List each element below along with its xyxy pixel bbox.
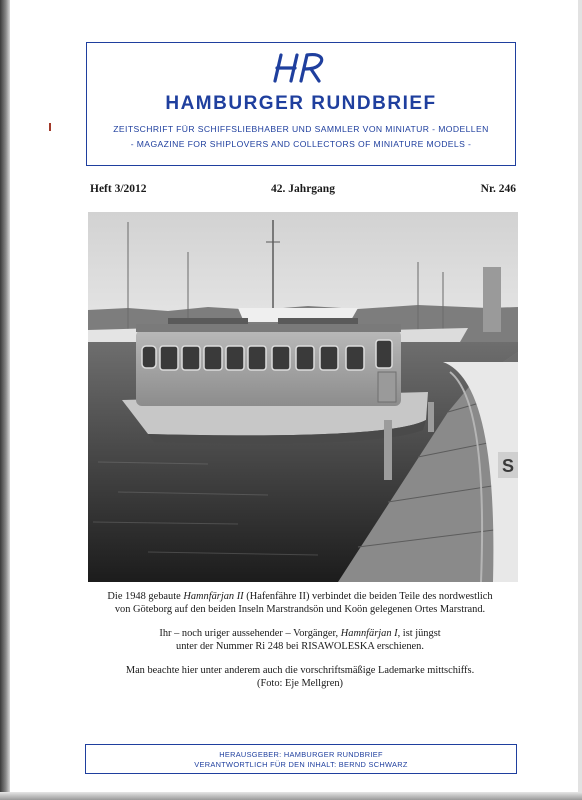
scan-edge-bottom bbox=[0, 792, 582, 800]
hull-marking: S bbox=[502, 456, 515, 476]
issue-number: Nr. 246 bbox=[480, 183, 516, 195]
photo-credit: (Foto: Eje Mellgren) bbox=[257, 678, 343, 689]
caption-paragraph-2 bbox=[70, 627, 530, 653]
subtitle-english: - MAGAZINE FOR SHIPLOVERS AND COLLECTORS OF MINIATURE MODELS - bbox=[130, 139, 472, 149]
hr-logo bbox=[87, 49, 515, 87]
caption-paragraph-3 bbox=[70, 664, 530, 690]
cover-photo bbox=[88, 212, 518, 582]
scan-edge-left bbox=[0, 0, 10, 800]
caption-3-line-1: Man beachte hier unter anderem auch die vorschriftsmäßige Lademarke mittschiffs. bbox=[125, 665, 475, 676]
footer-publisher: HERAUSGEBER: HAMBURGER RUNDBRIEF bbox=[219, 750, 383, 759]
caption-1-part-a: Die 1948 gebaute bbox=[107, 591, 184, 602]
issue-jahrgang: 42. Jahrgang bbox=[271, 183, 335, 195]
caption-2-part-a: Ihr – noch uriger aussehender – Vorgänger, bbox=[159, 628, 341, 639]
caption-1-line-2: von Göteborg auf den beiden Inseln Marstrandsön und Koön gelegenen Ortes Marstrand. bbox=[114, 604, 486, 615]
issue-info-row bbox=[90, 183, 516, 199]
hr-logo-icon bbox=[271, 49, 331, 85]
caption-2-ship-name: Hamnfärjan I bbox=[340, 628, 398, 639]
scan-edge-right bbox=[578, 0, 582, 800]
footer-responsible: VERANTWORTLICH FÜR DEN INHALT: BERND SCHWARZ bbox=[194, 760, 408, 769]
masthead bbox=[86, 42, 516, 166]
issue-heft: Heft 3/2012 bbox=[90, 183, 147, 195]
caption-2-line-2: unter der Nummer Ri 248 bei RISAWOLESKA erschienen. bbox=[176, 641, 424, 652]
margin-mark bbox=[49, 123, 51, 131]
publisher-footer bbox=[85, 744, 517, 774]
magazine-title: HAMBURGER RUNDBRIEF bbox=[165, 93, 437, 114]
caption-2-part-b: , ist jüngst bbox=[397, 628, 441, 639]
caption-1-part-b: (Hafenfähre II) verbindet die beiden Teile des nordwestlich bbox=[243, 591, 493, 602]
caption-paragraph-1 bbox=[70, 590, 530, 616]
subtitle-german: ZEITSCHRIFT FÜR SCHIFFSLIEBHABER UND SAMMLER VON MINIATUR - MODELLEN bbox=[113, 124, 489, 134]
ferry-photo-illustration bbox=[88, 212, 518, 582]
caption-1-ship-name: Hamnfärjan II bbox=[183, 591, 244, 602]
